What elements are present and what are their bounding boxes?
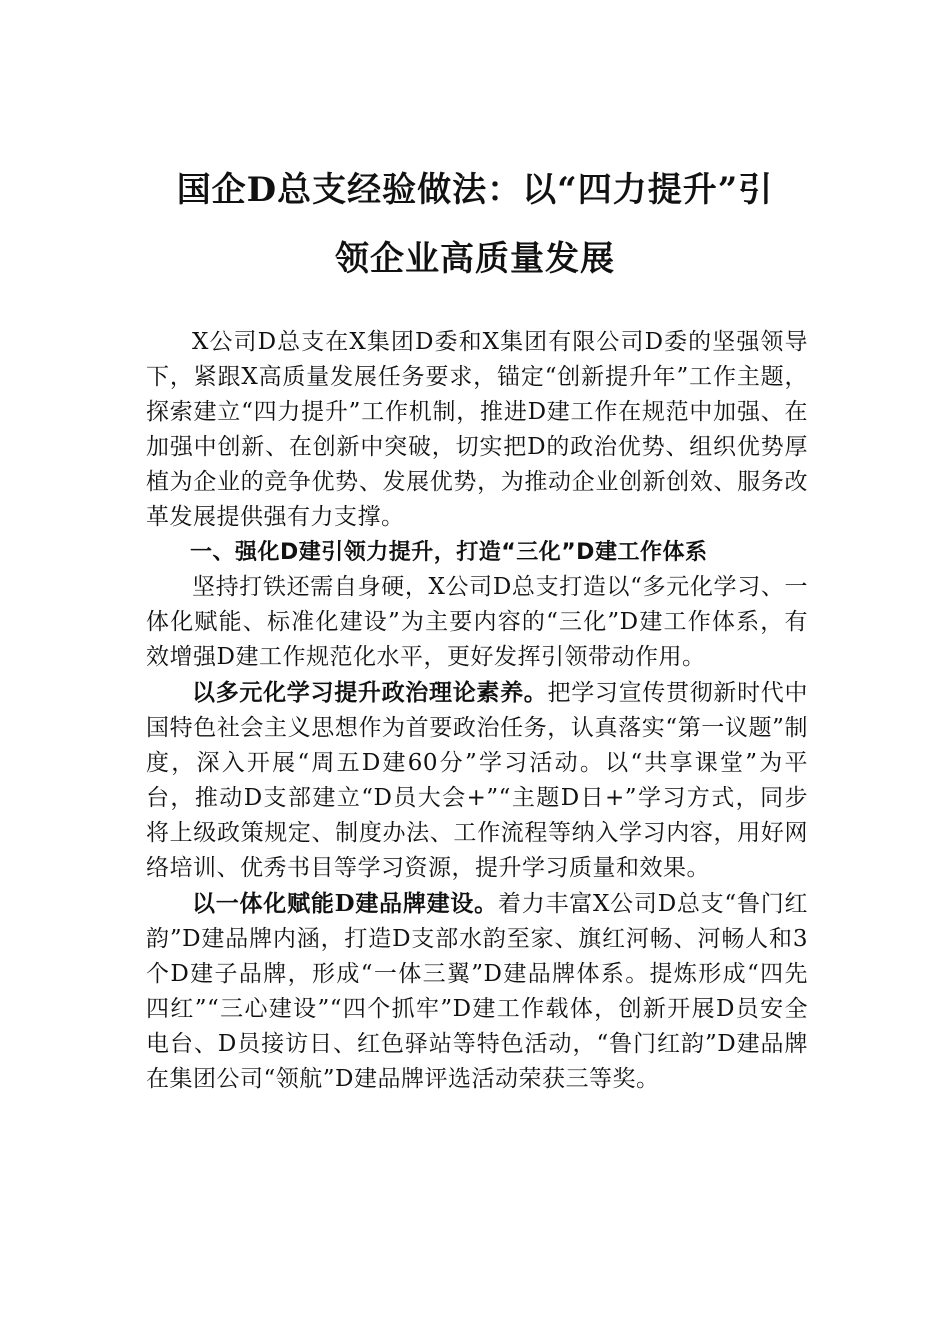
item-2-paragraph [146, 886, 808, 1097]
document-title-line-2: 领企业高质量发展 [335, 239, 615, 279]
section-1-heading: 一、强化D建引领力提升，打造“三化”D建工作体系 [190, 540, 708, 565]
document-title-line-1: 国企D总支经验做法：以“四力提升”引 [176, 170, 774, 210]
item-2-text: 着力丰富X公司D总支“鲁门红韵”D建品牌内涵，打造D支部水韵至家、旗红河畅、河畅人和3个D建子品牌，形成“一体三翼”D建品牌体系。提炼形成“四先四红”“三心建设”“四个抓牢”D建工作载体，创新开展D员安全电台、D员接访日、红色驿站等特色活动，“鲁门红韵”D建品牌在集团公司“领航”D建品牌评选活动荣获三等奖。 [146, 891, 808, 1092]
section-1-paragraph: 坚持打铁还需自身硬，X公司D总支打造以“多元化学习、一体化赋能、标准化建设”为主要内容的“三化”D建工作体系，有效增强D建工作规范化水平，更好发挥引领带动作用。 [146, 574, 808, 670]
item-1-paragraph [146, 675, 808, 886]
document-body [146, 325, 808, 1097]
item-1-lead: 以多元化学习提升政治理论素养。 [192, 679, 548, 706]
item-1-text: 把学习宣传贯彻新时代中国特色社会主义思想作为首要政治任务，认真落实“第一议题”制度，深入开展“周五D建60分”学习活动。以“共享课堂”为平台，推动D支部建立“D员大会+”“主题D日+”学习方式，同步将上级政策规定、制度办法、工作流程等纳入学习内容，用好网络培训、优秀书目等学习资源，提升学习质量和效果。 [146, 680, 809, 881]
item-2-lead: 以一体化赋能D建品牌建设。 [192, 890, 498, 917]
intro-paragraph: X公司D总支在X集团D委和X集团有限公司D委的坚强领导下，紧跟X高质量发展任务要求，锚定“创新提升年”工作主题，探索建立“四力提升”工作机制，推进D建工作在规范中加强、在加强中创新、在创新中突破，切实把D的政治优势、组织优势厚植为企业的竞争优势、发展优势，为推动企业创新创效、服务改革发展提供强有力支撑。 [146, 329, 809, 530]
